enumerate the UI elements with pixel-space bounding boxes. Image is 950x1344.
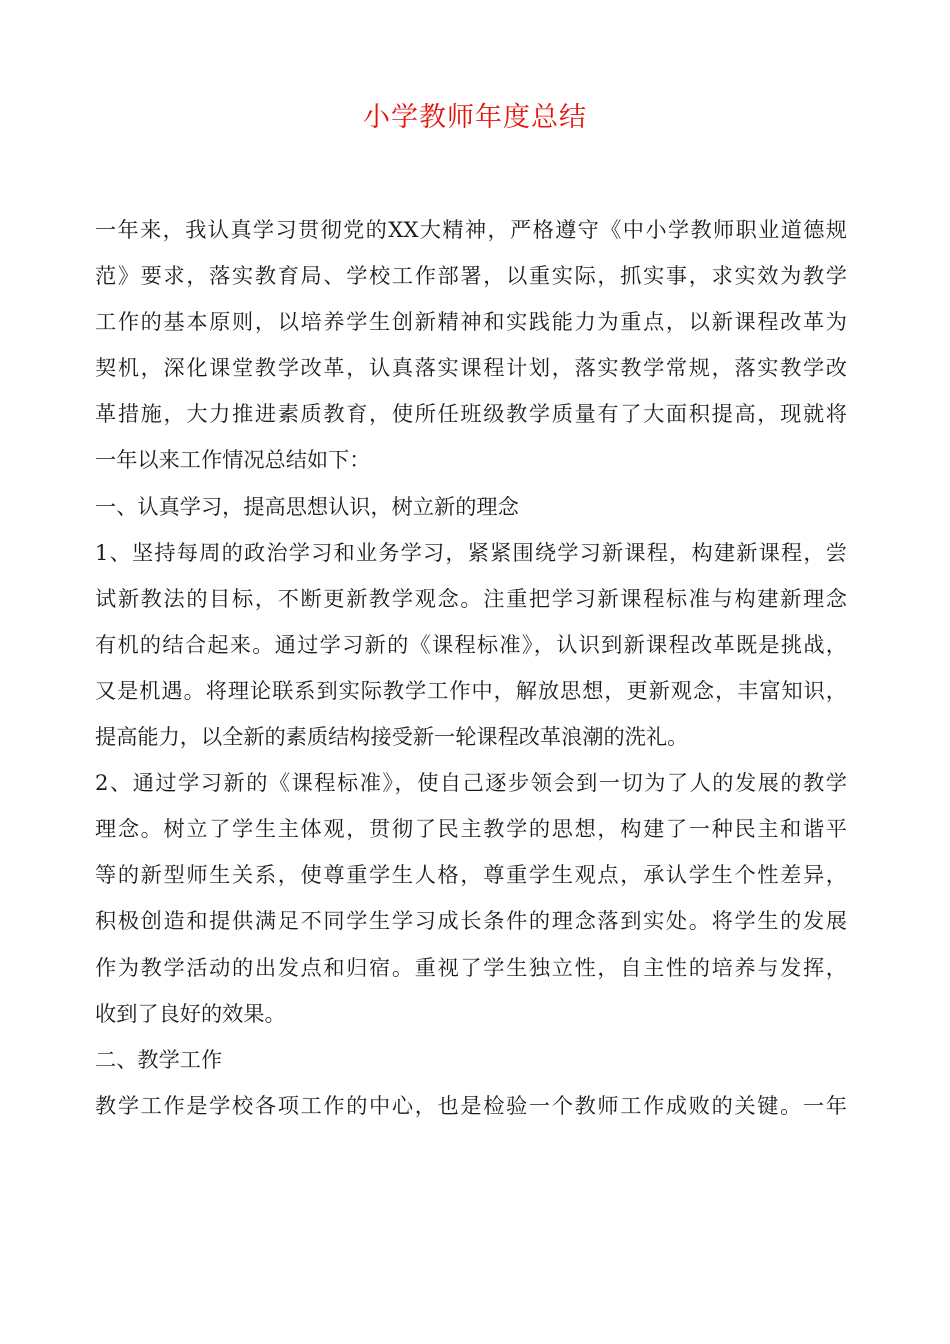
body-line: 范》要求，落实教育局、学校工作部署，以重实际，抓实事，求实效为教学	[95, 263, 847, 289]
document-body	[95, 207, 847, 1129]
body-line: 收到了良好的效果。	[95, 1000, 286, 1026]
body-line: 有机的结合起来。通过学习新的《课程标准》，认识到新课程改革既是挑战，	[95, 631, 847, 657]
body-line: 理念。树立了学生主体观，贯彻了民主教学的思想，构建了一种民主和谐平	[95, 816, 847, 842]
body-line: 一年以来工作情况总结如下：	[95, 447, 371, 473]
body-line: 教学工作是学校各项工作的中心，也是检验一个教师工作成败的关键。一年	[95, 1092, 847, 1118]
body-line: 积极创造和提供满足不同学生学习成长条件的理念落到实处。将学生的发展	[95, 908, 847, 934]
body-line: 革措施，大力推进素质教育，使所任班级教学质量有了大面积提高，现就将	[95, 401, 847, 427]
body-line: 契机，深化课堂教学改革，认真落实课程计划，落实教学常规，落实教学改	[95, 355, 847, 381]
body-line: 等的新型师生关系，使尊重学生人格，尊重学生观点，承认学生个性差异，	[95, 862, 847, 888]
document-title: 小学教师年度总结	[363, 102, 587, 133]
body-line: 2、通过学习新的《课程标准》，使自己逐步领会到一切为了人的发展的教学	[95, 770, 847, 796]
body-line: 二、教学工作	[95, 1046, 223, 1072]
body-line: 一年来，我认真学习贯彻党的XX大精神，严格遵守《中小学教师职业道德规	[95, 217, 847, 242]
body-line: 工作的基本原则，以培养学生创新精神和实践能力为重点，以新课程改革为	[95, 309, 847, 335]
body-line: 一、认真学习，提高思想认识，树立新的理念	[95, 493, 519, 519]
body-line: 试新教法的目标，不断更新教学观念。注重把学习新课程标准与构建新理念	[95, 585, 847, 611]
body-line: 作为教学活动的出发点和归宿。重视了学生独立性，自主性的培养与发挥，	[95, 954, 847, 980]
body-line: 提高能力，以全新的素质结构接受新一轮课程改革浪潮的洗礼。	[95, 724, 689, 750]
body-line: 1、坚持每周的政治学习和业务学习，紧紧围绕学习新课程，构建新课程，尝	[95, 539, 847, 565]
body-line: 又是机遇。将理论联系到实际教学工作中，解放思想，更新观念，丰富知识，	[95, 677, 847, 703]
